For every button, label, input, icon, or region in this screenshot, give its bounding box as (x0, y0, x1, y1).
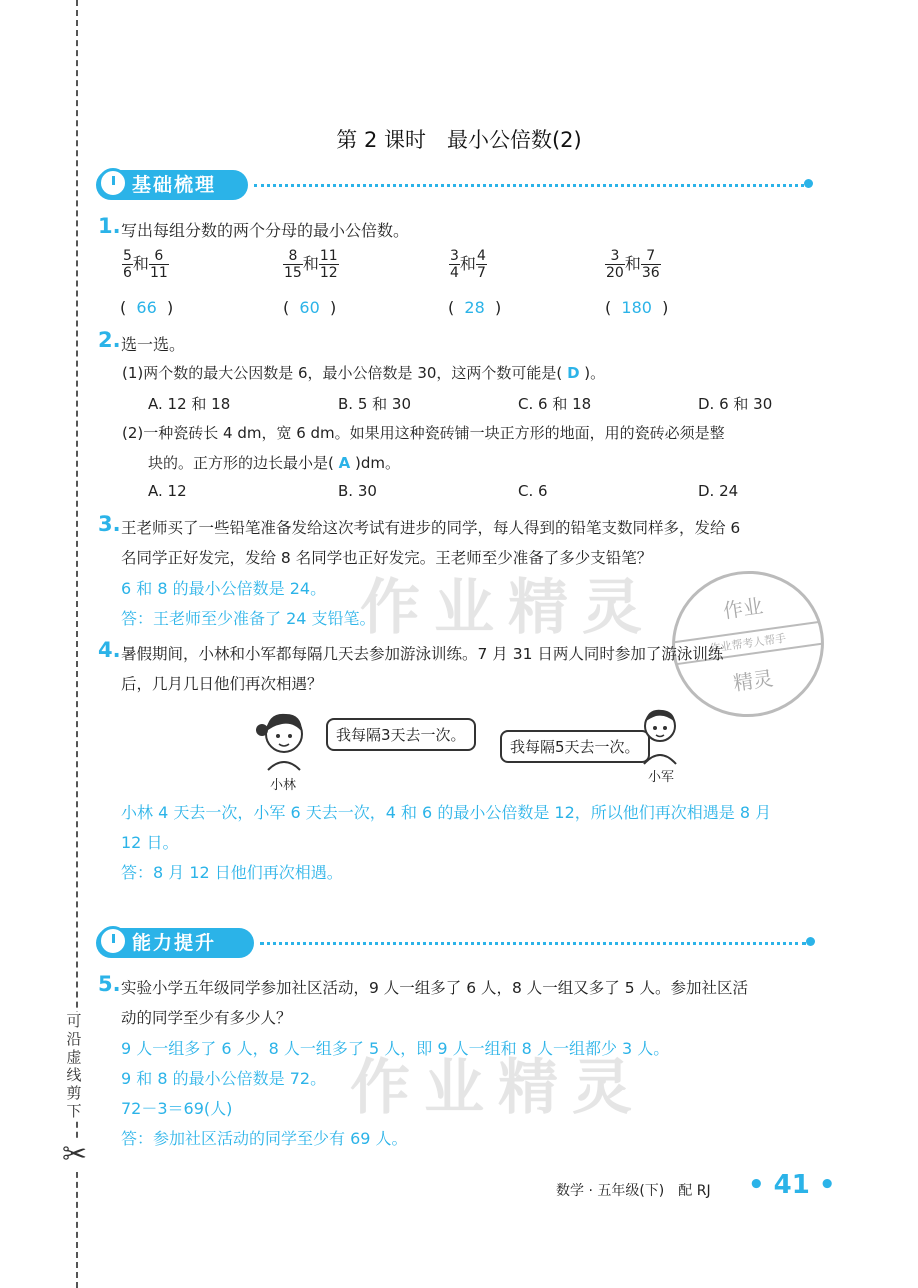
question-text: 写出每组分数的两个分母的最小公倍数。 (121, 221, 410, 240)
scissors-icon: ✂ (62, 1137, 88, 1172)
answer-line: 9 人一组多了 6 人，8 人一组多了 5 人，即 9 人一组和 8 人一组都少 3 人。 (121, 1039, 670, 1058)
answer-line: 答：8 月 12 日他们再次相遇。 (121, 863, 343, 882)
footer-subject: 数学 · 五年级(下) 配 RJ (556, 1183, 711, 1199)
fraction-pair: $\frac{8}{15}$ 和 $\frac{11}{12}$ (284, 248, 338, 281)
question-text: 暑假期间，小林和小军都每隔几天去参加游泳训练。7 月 31 日两人同时参加了游泳训练 (121, 645, 724, 663)
girl-illustration (254, 704, 318, 774)
clock-icon (98, 926, 128, 956)
option: C. 6 (518, 482, 548, 500)
page-title: 第 2 课时 最小公倍数(2) (336, 128, 582, 152)
question-text: 王老师买了一些铅笔准备发给这次考试有进步的同学，每人得到的铅笔支数同样多，发给 6 (121, 519, 741, 537)
choice-answer: A (338, 454, 351, 472)
answer-slot: ( 60 ) (283, 298, 337, 317)
answer-line: 12 日。 (121, 833, 179, 852)
answer-line: 小林 4 天去一次，小军 6 天去一次，4 和 6 的最小公倍数是 12，所以他们再次相遇是 8 月 (121, 803, 772, 822)
watermark: 作业精灵 (350, 1053, 646, 1123)
answer-line: 72－3＝69(人) (121, 1099, 233, 1118)
cut-instruction: 可沿虚线剪下 (64, 1012, 84, 1120)
section-divider (254, 184, 804, 187)
stamp-logo: 作业 作业帮考人帮手 精灵 (663, 561, 834, 727)
sub-question: (1)两个数的最大公因数是 6，最小公倍数是 30，这两个数可能是( D )。 (122, 364, 606, 382)
question-text: 名同学正好发完，发给 8 名同学也正好发完。王老师至少准备了多少支铅笔？ (121, 549, 653, 567)
question-number: 1. (98, 214, 121, 238)
answer-line: 6 和 8 的最小公倍数是 24。 (121, 579, 327, 598)
section-label: 能力提升 (96, 928, 254, 958)
option: B. 30 (338, 482, 377, 500)
question-text: 实验小学五年级同学参加社区活动，9 人一组多了 6 人，8 人一组又多了 5 人。参加社区活 (121, 979, 749, 997)
option: A. 12 (148, 482, 187, 500)
speech-bubble: 我每隔5天去一次。 (500, 730, 650, 763)
character-name: 小军 (648, 770, 675, 785)
answer-slot: ( 28 ) (448, 298, 502, 317)
sub-question: (2)一种瓷砖长 4 dm，宽 6 dm。如果用这种瓷砖铺一块正方形的地面，用的瓷砖必须是整 (122, 424, 725, 442)
watermark: 作业精灵 (360, 573, 656, 643)
divider-dot (806, 937, 815, 946)
answer-line: 答：王老师至少准备了 24 支铅笔。 (121, 609, 376, 628)
option: C. 6 和 18 (518, 395, 592, 413)
option: D. 6 和 30 (698, 395, 773, 413)
clock-icon (98, 168, 128, 198)
section-label: 基础梳理 (96, 170, 248, 200)
answer-slot: ( 180 ) (605, 298, 669, 317)
question-text: 选一选。 (121, 335, 186, 354)
question-number: 4. (98, 638, 121, 662)
section-divider (260, 942, 806, 945)
answer-line: 9 和 8 的最小公倍数是 72。 (121, 1069, 327, 1088)
boy-illustration (636, 702, 686, 766)
fraction-pair: $\frac{5}{6}$ 和 $\frac{6}{11}$ (123, 248, 168, 281)
option: A. 12 和 18 (148, 395, 231, 413)
question-text: 动的同学至少有多少人？ (121, 1009, 292, 1027)
question-number: 3. (98, 512, 121, 536)
question-number: 5. (98, 972, 121, 996)
divider-dot (804, 179, 813, 188)
speech-bubble: 我每隔3天去一次。 (326, 718, 476, 751)
question-text: 后，几月几日他们再次相遇？ (121, 675, 323, 693)
sub-question-cont: 块的。正方形的边长最小是( A )dm。 (148, 454, 401, 472)
fraction-pair: $\frac{3}{4}$ 和 $\frac{4}{7}$ (450, 248, 486, 281)
character-name: 小林 (270, 778, 297, 793)
choice-answer: D (567, 364, 580, 382)
question-number: 2. (98, 328, 121, 352)
option: B. 5 和 30 (338, 395, 411, 413)
answer-slot: ( 66 ) (120, 298, 174, 317)
option: D. 24 (698, 482, 739, 500)
answer-line: 答：参加社区活动的同学至少有 69 人。 (121, 1129, 408, 1148)
fraction-pair: $\frac{3}{20}$ 和 $\frac{7}{36}$ (606, 248, 660, 281)
page-number: • 41 • (748, 1170, 836, 1200)
